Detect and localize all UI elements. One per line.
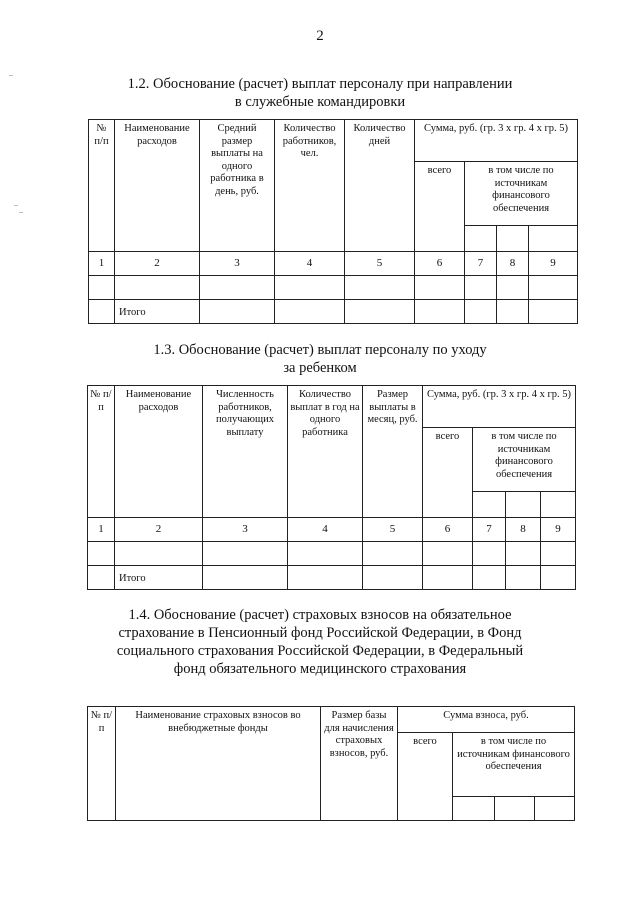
table-cell <box>423 542 473 566</box>
source-cell <box>453 797 495 821</box>
column-number: 4 <box>275 252 345 276</box>
header-sources: в том числе по источникам финансового обеспечения <box>473 428 576 492</box>
table-cell <box>200 300 275 324</box>
table-cell <box>473 566 506 590</box>
table-cell <box>497 300 529 324</box>
column-number: 5 <box>345 252 415 276</box>
source-cell <box>497 226 529 252</box>
header-total: всего <box>423 428 473 518</box>
column-number: 2 <box>115 252 200 276</box>
header-total: всего <box>415 162 465 252</box>
table-cell <box>506 542 541 566</box>
table-row <box>89 276 578 300</box>
source-cell <box>495 797 535 821</box>
source-cell <box>529 226 578 252</box>
header-total: всего <box>398 733 453 821</box>
column-number: 4 <box>288 518 363 542</box>
table-cell <box>415 276 465 300</box>
column-number: 9 <box>541 518 576 542</box>
table-cell <box>345 300 415 324</box>
table-cell <box>115 276 200 300</box>
header-monthly-payment: Размер выплаты в месяц, руб. <box>363 386 423 518</box>
section-1-3-title <box>0 341 640 377</box>
section-1-4-title-line: социального страхования Российской Федерации, в Федеральный <box>116 643 524 659</box>
section-1-4-title <box>0 606 640 678</box>
section-1-2-title-line: 1.2. Обоснование (расчет) выплат персоналу при направлении <box>127 76 513 92</box>
header-recipients-count: Численность работников, получающих выплату <box>203 386 288 518</box>
table-cell <box>473 542 506 566</box>
section-1-4-title-line: страхование в Пенсионный фонд Российской Федерации, в Фонд <box>118 625 522 641</box>
table-cell <box>288 542 363 566</box>
column-number: 2 <box>115 518 203 542</box>
column-number: 3 <box>200 252 275 276</box>
column-number: 1 <box>88 518 115 542</box>
table-cell <box>275 300 345 324</box>
table-cell <box>423 566 473 590</box>
column-number: 3 <box>203 518 288 542</box>
table-cell <box>89 300 115 324</box>
section-1-4-title-line: фонд обязательного медицинского страхования <box>173 661 467 677</box>
scan-mark <box>19 212 23 213</box>
header-avg-payment: Средний размер выплаты на одного работника в день, руб. <box>200 120 275 252</box>
table-cell <box>88 542 115 566</box>
total-label: Итого <box>115 566 203 590</box>
section-1-3-title-line: 1.3. Обоснование (расчет) выплат персоналу по уходу <box>153 342 487 358</box>
table-cell <box>541 566 576 590</box>
header-expense-name: Наименование расходов <box>115 120 200 252</box>
scan-mark <box>9 75 13 76</box>
column-number: 5 <box>363 518 423 542</box>
total-row <box>88 566 576 590</box>
table-cell <box>203 566 288 590</box>
table-cell <box>203 542 288 566</box>
table-cell <box>465 300 497 324</box>
section-1-3-table <box>87 385 576 590</box>
column-number: 7 <box>465 252 497 276</box>
source-cell <box>535 797 575 821</box>
header-contribution-sum: Сумма взноса, руб. <box>398 707 575 733</box>
header-sum: Сумма, руб. (гр. 3 х гр. 4 х гр. 5) <box>415 120 578 162</box>
table-cell <box>529 300 578 324</box>
scan-mark <box>14 205 18 206</box>
column-number: 8 <box>497 252 529 276</box>
table-cell <box>363 566 423 590</box>
table-cell <box>506 566 541 590</box>
source-cell <box>473 492 506 518</box>
source-cell <box>506 492 541 518</box>
header-sum: Сумма, руб. (гр. 3 х гр. 4 х гр. 5) <box>423 386 576 428</box>
section-1-2-table <box>88 119 578 324</box>
header-sources: в том числе по источникам финансового обеспечения <box>453 733 575 797</box>
table-cell <box>465 276 497 300</box>
section-1-3-title-line: за ребенком <box>283 360 357 376</box>
section-1-2-title-line: в служебные командировки <box>234 94 406 110</box>
column-number: 8 <box>506 518 541 542</box>
column-number: 6 <box>423 518 473 542</box>
section-1-2-title <box>0 75 640 111</box>
header-contribution-base: Размер базы для начисления страховых взносов, руб. <box>321 707 398 821</box>
column-number: 9 <box>529 252 578 276</box>
header-number: № п/п <box>88 386 115 518</box>
total-row <box>89 300 578 324</box>
header-days-count: Количество дней <box>345 120 415 252</box>
table-cell <box>200 276 275 300</box>
column-number: 1 <box>89 252 115 276</box>
table-row <box>88 542 576 566</box>
table-cell <box>415 300 465 324</box>
column-number: 6 <box>415 252 465 276</box>
table-cell <box>275 276 345 300</box>
table-cell <box>345 276 415 300</box>
table-cell <box>541 542 576 566</box>
table-cell <box>497 276 529 300</box>
table-cell <box>529 276 578 300</box>
header-payments-per-year: Количество выплат в год на одного работника <box>288 386 363 518</box>
header-sources: в том числе по источникам финансового обеспечения <box>465 162 578 226</box>
table-cell <box>89 276 115 300</box>
header-number: № п/п <box>88 707 116 821</box>
source-cell <box>465 226 497 252</box>
column-number: 7 <box>473 518 506 542</box>
table-cell <box>88 566 115 590</box>
table-cell <box>115 542 203 566</box>
table-cell <box>288 566 363 590</box>
total-label: Итого <box>115 300 200 324</box>
header-contribution-name: Наименование страховых взносов во внебюджетные фонды <box>116 707 321 821</box>
header-employee-count: Количество работников, чел. <box>275 120 345 252</box>
header-expense-name: Наименование расходов <box>115 386 203 518</box>
page-number: 2 <box>316 28 324 44</box>
header-number: № п/п <box>89 120 115 252</box>
section-1-4-title-line: 1.4. Обоснование (расчет) страховых взносов на обязательное <box>128 607 512 623</box>
section-1-4-table <box>87 706 575 821</box>
table-cell <box>363 542 423 566</box>
source-cell <box>541 492 576 518</box>
